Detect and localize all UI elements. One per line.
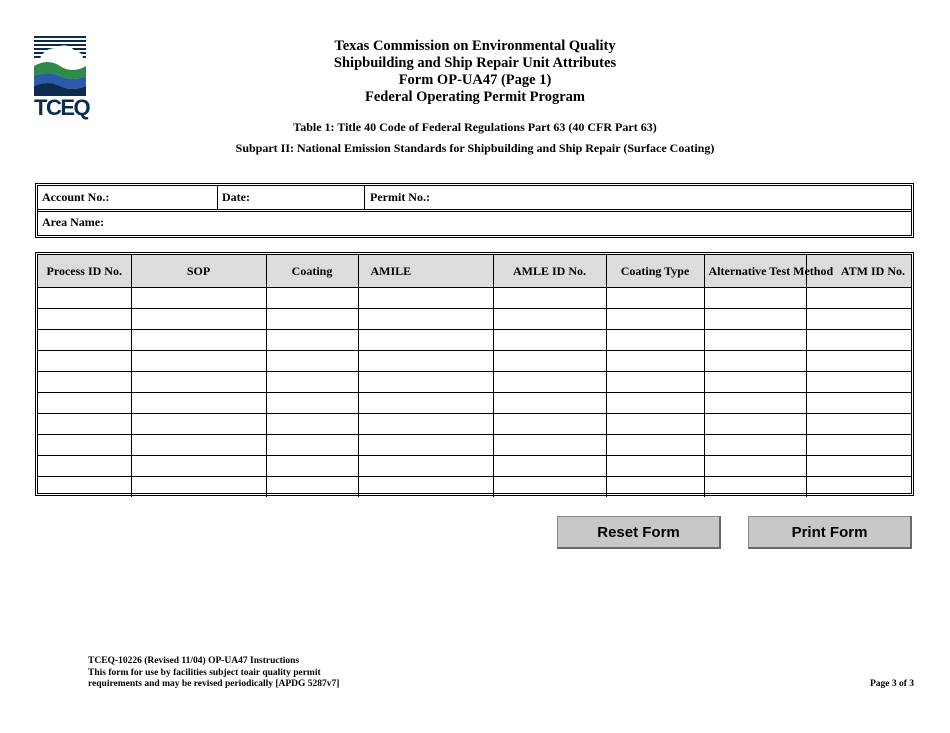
cell-sop[interactable] (131, 372, 266, 393)
cell-atm-id[interactable] (806, 351, 911, 372)
table-row (38, 351, 911, 372)
form-number-title: Form OP-UA47 (Page 1) (398, 72, 552, 88)
cell-coating[interactable] (266, 309, 358, 330)
table-row (38, 477, 911, 498)
cell-alternative-test-method[interactable] (704, 330, 806, 351)
cell-coating-type[interactable] (606, 414, 704, 435)
cell-alternative-test-method[interactable] (704, 372, 806, 393)
table-row (38, 288, 911, 309)
cell-coating-type[interactable] (606, 288, 704, 309)
cell-amile[interactable] (358, 309, 493, 330)
cell-coating[interactable] (266, 330, 358, 351)
cell-alternative-test-method[interactable] (704, 414, 806, 435)
table-row (38, 456, 911, 477)
table-header-row (38, 255, 911, 288)
cell-coating-type[interactable] (606, 351, 704, 372)
account-number-label: Account No.: (42, 190, 110, 204)
footer-usage-note: This form for use by facilities subject toair quality permit (88, 667, 321, 678)
program-title: Federal Operating Permit Program (365, 89, 585, 105)
cell-process-id[interactable] (38, 435, 131, 456)
form-header (250, 38, 700, 106)
permit-number-label: Permit No.: (370, 190, 430, 204)
cell-coating-type[interactable] (606, 393, 704, 414)
cell-sop[interactable] (131, 393, 266, 414)
cell-sop[interactable] (131, 456, 266, 477)
tceq-logo-graphic (34, 36, 86, 96)
cell-process-id[interactable] (38, 288, 131, 309)
cell-amile[interactable] (358, 288, 493, 309)
cell-atm-id[interactable] (806, 309, 911, 330)
page-number: Page 3 of 3 (869, 679, 914, 689)
header-amle-id: AMLE ID No. (493, 255, 606, 288)
cell-atm-id[interactable] (806, 330, 911, 351)
cell-coating[interactable] (266, 456, 358, 477)
table-row (38, 309, 911, 330)
header-amile: AMILE (358, 255, 493, 288)
cell-sop[interactable] (131, 435, 266, 456)
cell-amile[interactable] (358, 477, 493, 498)
cell-atm-id[interactable] (806, 477, 911, 498)
cell-alternative-test-method[interactable] (704, 351, 806, 372)
cell-amle-id[interactable] (493, 414, 606, 435)
cell-amle-id[interactable] (493, 309, 606, 330)
account-info-table (35, 183, 914, 238)
cell-amile[interactable] (358, 414, 493, 435)
table-title: Table 1: Title 40 Code of Federal Regulations Part 63 (40 CFR Part 63) (293, 120, 657, 134)
table-row (38, 330, 911, 351)
cell-coating[interactable] (266, 393, 358, 414)
date-label: Date: (222, 190, 250, 204)
unit-attributes-table (35, 252, 914, 496)
cell-alternative-test-method[interactable] (704, 393, 806, 414)
cell-atm-id[interactable] (806, 288, 911, 309)
cell-coating-type[interactable] (606, 309, 704, 330)
cell-process-id[interactable] (38, 330, 131, 351)
cell-coating-type[interactable] (606, 456, 704, 477)
cell-process-id[interactable] (38, 477, 131, 498)
cell-amile[interactable] (358, 372, 493, 393)
cell-alternative-test-method[interactable] (704, 309, 806, 330)
cell-process-id[interactable] (38, 456, 131, 477)
cell-coating-type[interactable] (606, 330, 704, 351)
footer-form-id: TCEQ-10226 (Revised 11/04) OP-UA47 Instructions (88, 656, 300, 666)
cell-coating[interactable] (266, 414, 358, 435)
cell-amile[interactable] (358, 351, 493, 372)
cell-alternative-test-method[interactable] (704, 456, 806, 477)
cell-amle-id[interactable] (493, 456, 606, 477)
cell-process-id[interactable] (38, 393, 131, 414)
cell-sop[interactable] (131, 309, 266, 330)
cell-atm-id[interactable] (806, 435, 911, 456)
permit-number-field[interactable] (366, 186, 906, 209)
subpart-title: Subpart II: National Emission Standards for Shipbuilding and Ship Repair (Surface Coating) (235, 141, 715, 155)
cell-atm-id[interactable] (806, 393, 911, 414)
cell-process-id[interactable] (38, 351, 131, 372)
cell-alternative-test-method[interactable] (704, 435, 806, 456)
account-info-row (38, 186, 911, 212)
cell-sop[interactable] (131, 288, 266, 309)
cell-alternative-test-method[interactable] (704, 477, 806, 498)
cell-atm-id[interactable] (806, 372, 911, 393)
header-process-id: Process ID No. (38, 255, 131, 288)
cell-sop[interactable] (131, 477, 266, 498)
cell-coating-type[interactable] (606, 435, 704, 456)
cell-sop[interactable] (131, 330, 266, 351)
cell-amle-id[interactable] (493, 351, 606, 372)
header-atm-id: ATM ID No. (806, 255, 911, 288)
cell-process-id[interactable] (38, 414, 131, 435)
cell-amile[interactable] (358, 330, 493, 351)
area-name-label: Area Name: (42, 215, 105, 229)
cell-process-id[interactable] (38, 309, 131, 330)
cell-coating-type[interactable] (606, 372, 704, 393)
account-number-field[interactable] (38, 186, 218, 209)
table-row (38, 372, 911, 393)
cell-amle-id[interactable] (493, 393, 606, 414)
print-form-button[interactable]: Print Form (748, 516, 912, 549)
agency-title: Texas Commission on Environmental Quality (334, 38, 616, 54)
header-coating-type: Coating Type (606, 255, 704, 288)
header-alternative-test-method: Alternative Test Method (704, 255, 806, 288)
cell-amle-id[interactable] (493, 477, 606, 498)
cell-coating-type[interactable] (606, 477, 704, 498)
cell-amle-id[interactable] (493, 435, 606, 456)
table-row (38, 435, 911, 456)
cell-coating[interactable] (266, 477, 358, 498)
form-footer (88, 656, 339, 691)
cell-amle-id[interactable] (493, 372, 606, 393)
reset-form-button[interactable]: Reset Form (557, 516, 721, 549)
cell-atm-id[interactable] (806, 456, 911, 477)
header-coating: Coating (266, 255, 358, 288)
area-name-field[interactable] (42, 215, 104, 230)
table-row (38, 414, 911, 435)
cell-coating[interactable] (266, 372, 358, 393)
cell-sop[interactable] (131, 414, 266, 435)
tceq-logo (34, 36, 90, 120)
cell-atm-id[interactable] (806, 414, 911, 435)
cell-coating[interactable] (266, 351, 358, 372)
cell-coating[interactable] (266, 288, 358, 309)
cell-amile[interactable] (358, 435, 493, 456)
table-row (38, 393, 911, 414)
form-subject-title: Shipbuilding and Ship Repair Unit Attributes (333, 55, 617, 71)
footer-revision-note: requirements and may be revised periodically [APDG 5287v7] (88, 679, 340, 689)
cell-amile[interactable] (358, 393, 493, 414)
logo-text: TCEQ (34, 95, 90, 120)
cell-amle-id[interactable] (493, 330, 606, 351)
date-field[interactable] (218, 186, 365, 209)
cell-amile[interactable] (358, 456, 493, 477)
header-sop: SOP (131, 255, 266, 288)
cell-coating[interactable] (266, 435, 358, 456)
cell-amle-id[interactable] (493, 288, 606, 309)
cell-process-id[interactable] (38, 372, 131, 393)
cell-alternative-test-method[interactable] (704, 288, 806, 309)
cell-sop[interactable] (131, 351, 266, 372)
